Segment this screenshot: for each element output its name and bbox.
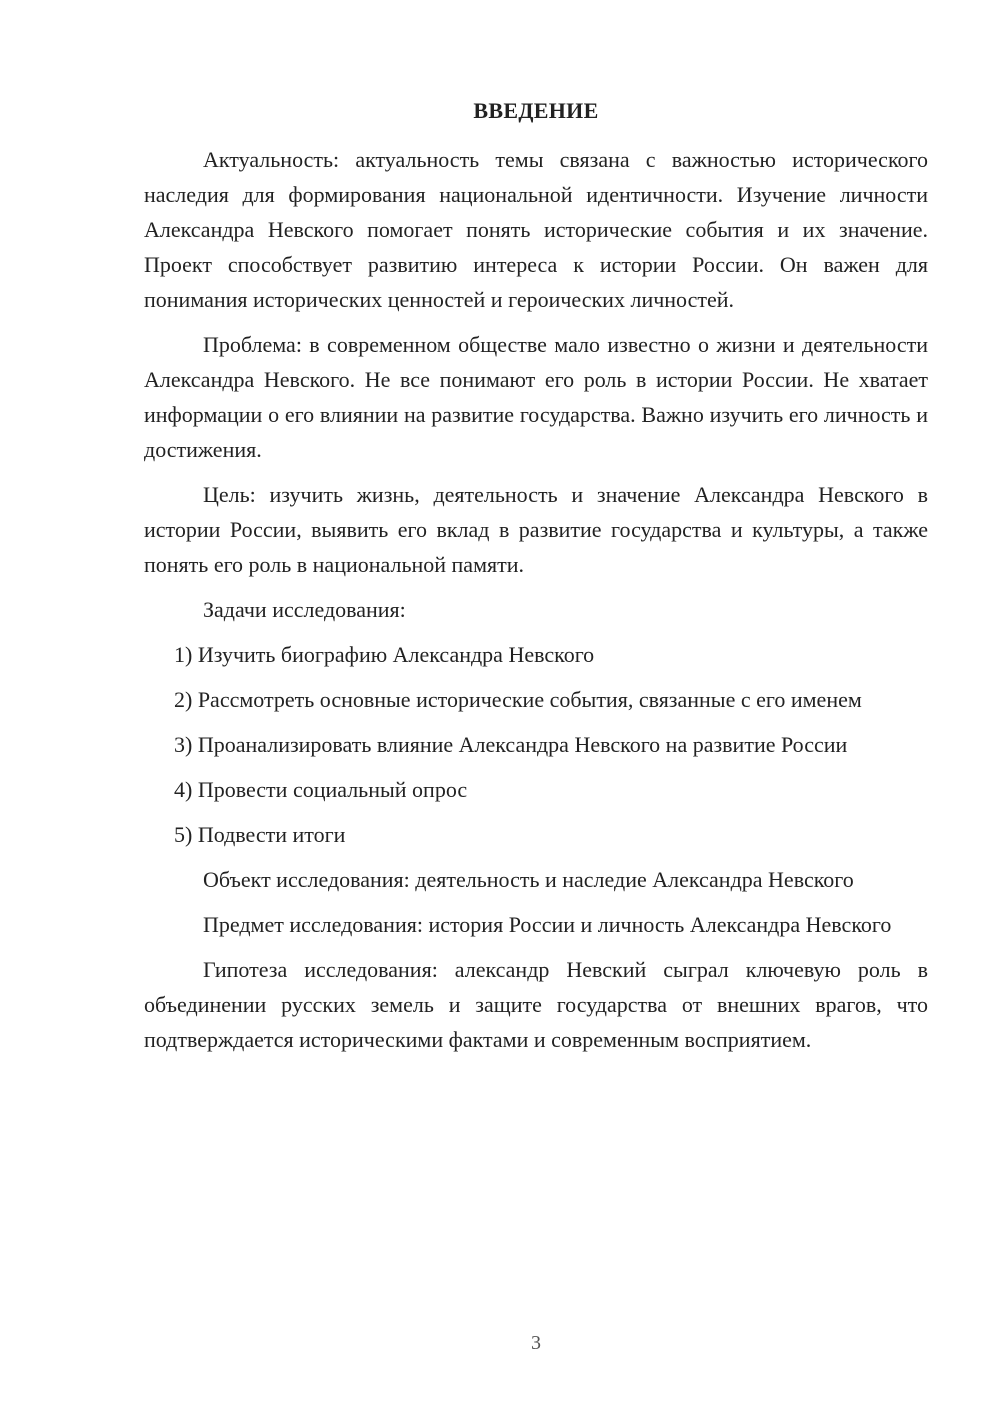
subject-paragraph: Предмет исследования: история России и личность Александра Невского: [203, 912, 892, 937]
goal-paragraph: Цель: изучить жизнь, деятельность и значение Александра Невского в истории России, выявить его вклад в развитие государства и культуры, а также понять его роль в национальной памяти.: [144, 482, 928, 577]
tasks-title: Задачи исследования:: [203, 597, 406, 622]
task-item-3: 3) Проанализировать влияние Александра Невского на развитие России: [174, 732, 848, 757]
page-number: 3: [531, 1332, 541, 1354]
document-body: [144, 96, 928, 1067]
document-heading: ВВЕДЕНИЕ: [473, 98, 599, 123]
object-paragraph: Объект исследования: деятельность и наследие Александра Невского: [203, 867, 854, 892]
task-item-1: 1) Изучить биографию Александра Невского: [174, 642, 595, 667]
relevance-paragraph: Актуальность: актуальность темы связана с важностью исторического наследия для формирования национальной идентичности. Изучение личности Александра Невского помогает понять исторические события и их значение. Проект способствует развитию интереса к истории России. Он важен для понимания исторических ценностей и героических личностей.: [144, 147, 928, 312]
task-item-2: 2) Рассмотреть основные исторические события, связанные с его именем: [174, 687, 862, 712]
task-item-5: 5) Подвести итоги: [174, 822, 346, 847]
hypothesis-paragraph: Гипотеза исследования: александр Невский сыграл ключевую роль в объединении русских земель и защите государства от внешних врагов, что подтверждается историческими фактами и современным восприятием.: [144, 957, 928, 1052]
problem-paragraph: Проблема: в современном обществе мало известно о жизни и деятельности Александра Невского. Не все понимают его роль в истории России. Не хватает информации о его влиянии на развитие государства. Важно изучить его личность и достижения.: [144, 332, 928, 462]
task-item-4: 4) Провести социальный опрос: [174, 777, 468, 802]
